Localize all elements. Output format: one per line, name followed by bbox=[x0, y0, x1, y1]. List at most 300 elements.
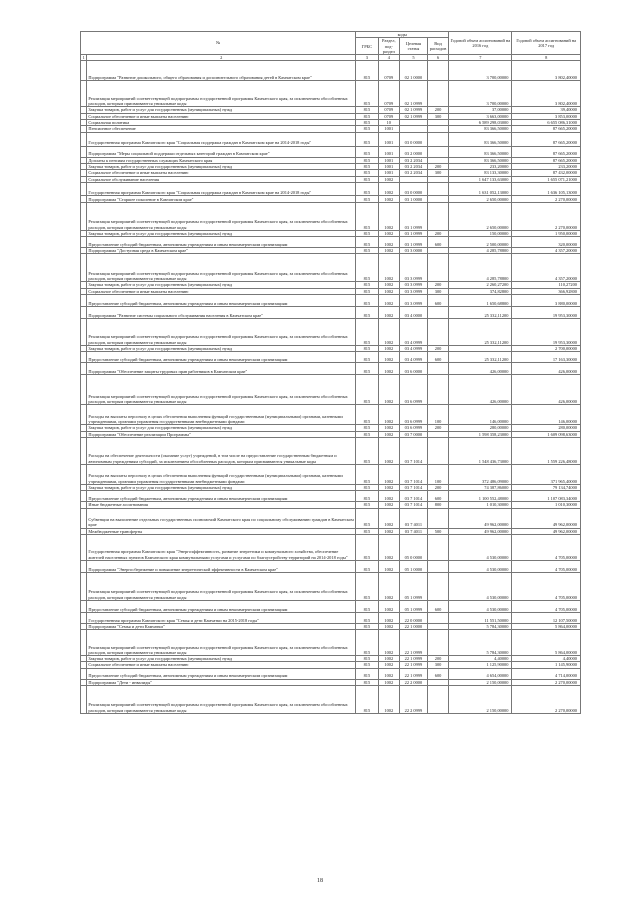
row-amount-2016: 1 598 358,23000 bbox=[449, 431, 512, 437]
row-amount-2017: 1 010,30000 bbox=[512, 502, 581, 508]
table-row bbox=[81, 307, 581, 319]
header-number: № bbox=[81, 32, 356, 55]
row-amount-2016: 372 486,09000 bbox=[449, 464, 512, 484]
row-grbs: 815 bbox=[356, 282, 378, 288]
row-target-article: 03 4 0000 bbox=[400, 307, 428, 319]
row-amount-2017: 4 705,00000 bbox=[512, 572, 581, 600]
header-expense-type: Вид расходов bbox=[427, 38, 448, 55]
row-target-article: 02 1 0999 bbox=[400, 81, 428, 107]
row-target-article: 22 0 0000 bbox=[400, 612, 428, 623]
table-row bbox=[81, 560, 581, 572]
row-grbs: 815 bbox=[356, 230, 378, 236]
row-grbs: 815 bbox=[356, 295, 378, 307]
row-amount-2016: 4 530,00000 bbox=[449, 534, 512, 560]
table-row bbox=[81, 668, 581, 679]
row-amount-2016: 4 530,00000 bbox=[449, 560, 512, 572]
row-amount-2017: 1 107 083,34000 bbox=[512, 491, 581, 502]
row-amount-2017: 3 802,40000 bbox=[512, 61, 581, 81]
row-amount-2017: 2 270,00000 bbox=[512, 202, 581, 230]
row-amount-2016: 3 700,00000 bbox=[449, 61, 512, 81]
row-amount-2017: 4 705,00000 bbox=[512, 560, 581, 572]
row-expense-type bbox=[427, 612, 448, 623]
row-razdel: 1002 bbox=[378, 230, 399, 236]
row-name: Закупка товаров, работ и услуг для государственных (муниципальных) нужд bbox=[87, 346, 356, 352]
row-grbs: 815 bbox=[356, 113, 378, 119]
row-expense-type bbox=[427, 307, 448, 319]
row-name: Пенсионное обеспечение bbox=[87, 126, 356, 132]
row-target-article: 03 7 1014 bbox=[400, 464, 428, 484]
row-razdel: 1002 bbox=[378, 375, 399, 405]
row-amount-2016: 4 285,78800 bbox=[449, 248, 512, 254]
row-target-article: 05 1 0000 bbox=[400, 560, 428, 572]
row-name: Предоставление субсидий бюджетным, автономным учреждениям и иным некоммерческим организациям bbox=[87, 491, 356, 502]
row-amount-2017: 12 107,50000 bbox=[512, 612, 581, 623]
row-razdel: 1001 bbox=[378, 126, 399, 132]
row-name: Закупка товаров, работ и услуг для государственных (муниципальных) нужд bbox=[87, 656, 356, 662]
row-name: Доплаты к пенсиям государственных служащих Камчатского края bbox=[87, 157, 356, 163]
row-razdel: 1002 bbox=[378, 508, 399, 528]
row-amount-2017: 87 665,20000 bbox=[512, 146, 581, 157]
row-amount-2016: 25 332,11200 bbox=[449, 307, 512, 319]
row-grbs: 815 bbox=[356, 662, 378, 668]
row-expense-type bbox=[427, 508, 448, 528]
row-target-article: 03 7 4011 bbox=[400, 508, 428, 528]
row-amount-2017: 1 636 105,13000 bbox=[512, 182, 581, 195]
row-amount-2016: 83 366,50000 bbox=[449, 126, 512, 132]
row-grbs: 815 bbox=[356, 560, 378, 572]
row-razdel: 1002 bbox=[378, 612, 399, 623]
row-grbs: 815 bbox=[356, 176, 378, 182]
row-razdel: 0709 bbox=[378, 81, 399, 107]
row-amount-2017: 4 357,20000 bbox=[512, 248, 581, 254]
table-row bbox=[81, 237, 581, 248]
row-target-article: 03 3 0999 bbox=[400, 254, 428, 282]
row-amount-2016: 5 784,30000 bbox=[449, 623, 512, 629]
row-name: Закупка товаров, работ и услуг для государственных (муниципальных) нужд bbox=[87, 163, 356, 169]
table-row bbox=[81, 81, 581, 107]
row-expense-type bbox=[427, 182, 448, 195]
row-razdel: 1002 bbox=[378, 560, 399, 572]
row-expense-type: 300 bbox=[427, 288, 448, 294]
row-amount-2017: 4 357,20000 bbox=[512, 254, 581, 282]
row-razdel: 1002 bbox=[378, 363, 399, 375]
row-name: Социальное обеспечение и иные выплаты населению bbox=[87, 170, 356, 176]
row-grbs: 815 bbox=[356, 363, 378, 375]
row-target-article: 02 1 0999 bbox=[400, 113, 428, 119]
column-index-cell: 4 bbox=[378, 55, 399, 61]
row-amount-2017: 2 700,00000 bbox=[512, 346, 581, 352]
row-razdel: 1001 bbox=[378, 163, 399, 169]
column-index-cell: 7 bbox=[449, 55, 512, 61]
header-grbs: ГРБС bbox=[356, 38, 378, 55]
row-target-article: 22 1 0999 bbox=[400, 668, 428, 679]
row-name: Закупка товаров, работ и услуг для государственных (муниципальных) нужд bbox=[87, 282, 356, 288]
row-name: Государственная программа Камчатского края "Социальная поддержка граждан в Камчатском крае на 2014-2018 годы" bbox=[87, 182, 356, 195]
row-amount-2016: 1 548 436,73000 bbox=[449, 437, 512, 464]
row-expense-type bbox=[427, 534, 448, 560]
row-amount-2017: 1 950,00000 bbox=[512, 230, 581, 236]
row-amount-2016: 3 663,00000 bbox=[449, 113, 512, 119]
row-name: Подпрограмма "Энергосбережение и повышение энергетической эффективности в Камчатском крае" bbox=[87, 560, 356, 572]
table-row bbox=[81, 295, 581, 307]
row-expense-type: 200 bbox=[427, 282, 448, 288]
row-grbs: 815 bbox=[356, 528, 378, 534]
row-name: Предоставление субсидий бюджетным, автономным учреждениям и иным некоммерческим организациям bbox=[87, 237, 356, 248]
row-amount-2017: 39,40000 bbox=[512, 107, 581, 113]
row-razdel: 1002 bbox=[378, 572, 399, 600]
row-grbs: 815 bbox=[356, 307, 378, 319]
table-row bbox=[81, 202, 581, 230]
row-amount-2017: 1 559 226,48000 bbox=[512, 437, 581, 464]
row-amount-2017: 3 880,00000 bbox=[512, 295, 581, 307]
row-amount-2017: 17 163,30000 bbox=[512, 352, 581, 363]
row-grbs: 815 bbox=[356, 352, 378, 363]
header-2017: Годовой объем ассигнований на 2017 год bbox=[512, 32, 581, 55]
row-expense-type bbox=[427, 195, 448, 202]
column-index-cell: 1 bbox=[81, 55, 87, 61]
row-name: Социальная политика bbox=[87, 120, 356, 126]
row-expense-type: 600 bbox=[427, 600, 448, 612]
row-expense-type bbox=[427, 375, 448, 405]
row-target-article: 03 0 0000 bbox=[400, 132, 428, 146]
row-name: Подпрограмма "Семья и дети Камчатки" bbox=[87, 623, 356, 629]
row-amount-2016: 1 631 052,13000 bbox=[449, 182, 512, 195]
row-expense-type: 200 bbox=[427, 346, 448, 352]
row-name: Государственная программа Камчатского края "Социальная поддержка граждан в Камчатском крае на 2014-2018 годы" bbox=[87, 132, 356, 146]
row-target-article: 03 2 2034 bbox=[400, 157, 428, 163]
row-amount-2016: 37,00000 bbox=[449, 107, 512, 113]
row-amount-2016: 49 962,00000 bbox=[449, 508, 512, 528]
table-row bbox=[81, 534, 581, 560]
row-name: Подпрограмма "Обеспечение защиты трудовых прав работников в Камчатском крае" bbox=[87, 363, 356, 375]
row-amount-2017: 4,40000 bbox=[512, 656, 581, 662]
row-razdel: 1002 bbox=[378, 307, 399, 319]
row-name: Реализация мероприятий соответствующей подпрограммы государственной программы Камчатского края, за исключением обособленных расходов, которым присваиваются уникальные коды bbox=[87, 319, 356, 346]
row-expense-type bbox=[427, 81, 448, 107]
row-grbs: 815 bbox=[356, 502, 378, 508]
row-razdel: 1002 bbox=[378, 534, 399, 560]
row-amount-2017: 146,00000 bbox=[512, 405, 581, 425]
row-razdel: 1002 bbox=[378, 623, 399, 629]
row-amount-2017: 1 145,90000 bbox=[512, 662, 581, 668]
row-expense-type bbox=[427, 132, 448, 146]
row-grbs: 815 bbox=[356, 182, 378, 195]
row-grbs: 815 bbox=[356, 600, 378, 612]
row-expense-type: 200 bbox=[427, 484, 448, 490]
row-grbs: 815 bbox=[356, 120, 378, 126]
table-row bbox=[81, 182, 581, 195]
row-amount-2017: 4 714,00000 bbox=[512, 668, 581, 679]
row-target-article: 22 1 0000 bbox=[400, 623, 428, 629]
row-amount-2016: 426,00000 bbox=[449, 363, 512, 375]
row-target-article: 03 4 0999 bbox=[400, 319, 428, 346]
row-razdel: 1002 bbox=[378, 431, 399, 437]
row-name: Расходы на выплаты персоналу в целях обеспечения выполнения функций государственными (муниципальными) органами, казенными учреждениями, органами управления государственными внебюджетными фондами bbox=[87, 464, 356, 484]
row-name: Реализация мероприятий соответствующей подпрограммы государственной программы Камчатского края, за исключением обособленных расходов, которым присваиваются уникальные коды bbox=[87, 375, 356, 405]
table-row bbox=[81, 630, 581, 656]
row-razdel: 1002 bbox=[378, 182, 399, 195]
column-index-cell: 8 bbox=[512, 55, 581, 61]
row-expense-type bbox=[427, 572, 448, 600]
row-amount-2016: 1 010,30000 bbox=[449, 502, 512, 508]
row-amount-2016: 1 650,68800 bbox=[449, 295, 512, 307]
table-row bbox=[81, 437, 581, 464]
row-amount-2016: 83 366,50000 bbox=[449, 157, 512, 163]
table-row bbox=[81, 405, 581, 425]
row-name: Реализация мероприятий соответствующей подпрограммы государственной программы Камчатского края, за исключением обособленных расходов, которым присваиваются уникальные коды bbox=[87, 630, 356, 656]
row-amount-2016: 280,00000 bbox=[449, 425, 512, 431]
row-grbs: 815 bbox=[356, 81, 378, 107]
row-razdel: 1002 bbox=[378, 502, 399, 508]
row-name: Подпрограмма "Обеспечение реализации Программы" bbox=[87, 431, 356, 437]
row-amount-2017: 87 665,20000 bbox=[512, 157, 581, 163]
row-name: Субвенции на выполнение отдельных государственных полномочий Камчатского края по социальному обслуживанию граждан в Камчатском крае bbox=[87, 508, 356, 528]
row-amount-2017: 1 655 071,21000 bbox=[512, 176, 581, 182]
row-amount-2017: 5 864,00000 bbox=[512, 623, 581, 629]
row-name: Подпрограмма "Развитие системы социального обслуживания населения в Камчатском крае" bbox=[87, 307, 356, 319]
row-grbs: 815 bbox=[356, 375, 378, 405]
row-amount-2016: 49 962,00000 bbox=[449, 528, 512, 534]
row-grbs: 815 bbox=[356, 508, 378, 528]
row-amount-2016: 150,00000 bbox=[449, 230, 512, 236]
row-amount-2016: 374,82800 bbox=[449, 288, 512, 294]
budget-table bbox=[80, 31, 581, 714]
header-razdel: Раздел, под-раздел bbox=[378, 38, 399, 55]
row-amount-2016: 4,40000 bbox=[449, 656, 512, 662]
row-name: Реализация мероприятий соответствующей подпрограммы государственной программы Камчатского края, за исключением обособленных расходов, которым присваиваются уникальные коды bbox=[87, 572, 356, 600]
row-name: Реализация мероприятий соответствующей подпрограммы государственной программы Камчатского края, за исключением обособленных расходов, которым присваиваются уникальные коды bbox=[87, 81, 356, 107]
row-amount-2016: 4 285,78800 bbox=[449, 254, 512, 282]
row-grbs: 815 bbox=[356, 195, 378, 202]
row-name: Социальное обеспечение и иные выплаты населению bbox=[87, 113, 356, 119]
table-body bbox=[81, 61, 581, 714]
table-row bbox=[81, 375, 581, 405]
row-target-article: 03 2 2034 bbox=[400, 170, 428, 176]
table-row bbox=[81, 363, 581, 375]
row-razdel: 1002 bbox=[378, 600, 399, 612]
row-amount-2016: 426,00000 bbox=[449, 375, 512, 405]
table-row bbox=[81, 686, 581, 714]
row-grbs: 815 bbox=[356, 61, 378, 81]
table-header bbox=[81, 32, 581, 61]
row-amount-2017: 2 270,00000 bbox=[512, 679, 581, 685]
row-target-article: 03 3 0999 bbox=[400, 288, 428, 294]
row-razdel: 0709 bbox=[378, 107, 399, 113]
row-expense-type: 600 bbox=[427, 491, 448, 502]
row-target-article: 22 1 0999 bbox=[400, 656, 428, 662]
row-expense-type bbox=[427, 254, 448, 282]
row-name: Предоставление субсидий бюджетным, автономным учреждениям и иным некоммерческим организациям bbox=[87, 295, 356, 307]
row-expense-type: 100 bbox=[427, 405, 448, 425]
row-amount-2017: 233,20000 bbox=[512, 163, 581, 169]
row-grbs: 815 bbox=[356, 319, 378, 346]
row-name: Реализация мероприятий соответствующей подпрограммы государственной программы Камчатского края, за исключением обособленных расходов, которым присваиваются уникальные коды bbox=[87, 254, 356, 282]
table-row bbox=[81, 319, 581, 346]
row-name: Предоставление субсидий бюджетным, автономным учреждениям и иным некоммерческим организациям bbox=[87, 668, 356, 679]
row-expense-type: 500 bbox=[427, 528, 448, 534]
row-grbs: 815 bbox=[356, 346, 378, 352]
table-row bbox=[81, 195, 581, 202]
row-razdel: 1002 bbox=[378, 528, 399, 534]
row-razdel: 1002 bbox=[378, 491, 399, 502]
row-expense-type bbox=[427, 630, 448, 656]
row-target-article: 03 6 0000 bbox=[400, 363, 428, 375]
row-grbs: 815 bbox=[356, 126, 378, 132]
row-amount-2016: 1 100 552,48000 bbox=[449, 491, 512, 502]
row-target-article: 03 3 0999 bbox=[400, 282, 428, 288]
row-name: Подпрограмма "Старшее поколение в Камчатском крае" bbox=[87, 195, 356, 202]
row-name: Социальное обеспечение и иные выплаты населению bbox=[87, 662, 356, 668]
row-amount-2017: 87 665,20000 bbox=[512, 132, 581, 146]
row-razdel: 1002 bbox=[378, 282, 399, 288]
row-amount-2017: 371 965,40000 bbox=[512, 464, 581, 484]
row-razdel: 1002 bbox=[378, 437, 399, 464]
row-target-article: 03 3 0000 bbox=[400, 248, 428, 254]
row-razdel: 1002 bbox=[378, 425, 399, 431]
row-razdel: 10 bbox=[378, 120, 399, 126]
row-amount-2017: 426,00000 bbox=[512, 363, 581, 375]
row-razdel: 1002 bbox=[378, 346, 399, 352]
row-grbs: 815 bbox=[356, 612, 378, 623]
row-amount-2017: 19 953,30000 bbox=[512, 319, 581, 346]
row-grbs: 815 bbox=[356, 248, 378, 254]
row-amount-2016: 4 530,00000 bbox=[449, 572, 512, 600]
row-name: Реализация мероприятий соответствующей подпрограммы государственной программы Камчатского края, за исключением обособленных расходов, которым присваиваются уникальные коды bbox=[87, 202, 356, 230]
table-row bbox=[81, 254, 581, 282]
row-target-article: 03 7 1014 bbox=[400, 491, 428, 502]
row-razdel: 1002 bbox=[378, 319, 399, 346]
row-expense-type: 300 bbox=[427, 170, 448, 176]
row-amount-2017: 5 864,00000 bbox=[512, 630, 581, 656]
row-razdel: 1002 bbox=[378, 679, 399, 685]
row-amount-2017: 280,00000 bbox=[512, 425, 581, 431]
row-target-article: 03 1 0000 bbox=[400, 195, 428, 202]
row-razdel: 1002 bbox=[378, 195, 399, 202]
row-razdel: 1002 bbox=[378, 288, 399, 294]
column-index-cell: 3 bbox=[356, 55, 378, 61]
row-amount-2017: 4 705,00000 bbox=[512, 534, 581, 560]
table-row bbox=[81, 61, 581, 81]
row-name: Подпрограмма "Дети - инвалиды" bbox=[87, 679, 356, 685]
row-razdel: 1001 bbox=[378, 157, 399, 163]
row-grbs: 815 bbox=[356, 572, 378, 600]
row-razdel: 1002 bbox=[378, 662, 399, 668]
row-target-article: 03 7 1014 bbox=[400, 484, 428, 490]
row-name: Межбюджетные трансферты bbox=[87, 528, 356, 534]
row-name: Реализация мероприятий соответствующей подпрограммы государственной программы Камчатского края, за исключением обособленных расходов, которым присваиваются уникальные коды bbox=[87, 686, 356, 714]
row-grbs: 815 bbox=[356, 170, 378, 176]
row-expense-type: 600 bbox=[427, 352, 448, 363]
row-grbs: 815 bbox=[356, 484, 378, 490]
row-target-article: 03 0 0000 bbox=[400, 182, 428, 195]
row-razdel: 1001 bbox=[378, 170, 399, 176]
table-row bbox=[81, 491, 581, 502]
row-name: Государственная программа Камчатского края "Семья и дети Камчатки на 2015-2018 годы" bbox=[87, 612, 356, 623]
row-razdel: 1002 bbox=[378, 254, 399, 282]
row-target-article: 03 6 0999 bbox=[400, 375, 428, 405]
row-name: Предоставление субсидий бюджетным, автономным учреждениям и иным некоммерческим организациям bbox=[87, 600, 356, 612]
row-target-article: 03 6 0999 bbox=[400, 405, 428, 425]
row-grbs: 815 bbox=[356, 437, 378, 464]
column-index-cell: 6 bbox=[427, 55, 448, 61]
row-amount-2016: 25 332,11200 bbox=[449, 319, 512, 346]
row-razdel: 1002 bbox=[378, 686, 399, 714]
row-target-article: 03 3 0999 bbox=[400, 295, 428, 307]
row-grbs: 815 bbox=[356, 491, 378, 502]
row-amount-2017: 2 270,00000 bbox=[512, 686, 581, 714]
row-expense-type: 200 bbox=[427, 425, 448, 431]
row-target-article: 03 7 0000 bbox=[400, 431, 428, 437]
row-amount-2016: 1 647 133,63000 bbox=[449, 176, 512, 182]
row-amount-2017: 49 962,00000 bbox=[512, 528, 581, 534]
row-amount-2016: 3 700,00000 bbox=[449, 81, 512, 107]
row-target-article: 02 1 0999 bbox=[400, 107, 428, 113]
row-razdel: 1002 bbox=[378, 464, 399, 484]
row-expense-type: 300 bbox=[427, 113, 448, 119]
row-name: Подпрограмма "Развитие дошкольного, общего образования и дополнительного образования детей в Камчатском крае" bbox=[87, 61, 356, 81]
row-amount-2016: 83 133,30000 bbox=[449, 170, 512, 176]
row-amount-2017: 366,92800 bbox=[512, 288, 581, 294]
row-amount-2017: 87 432,00000 bbox=[512, 170, 581, 176]
row-target-article: 22 2 0999 bbox=[400, 686, 428, 714]
row-name: Социальное обслуживание населения bbox=[87, 176, 356, 182]
row-amount-2017: 4 705,00000 bbox=[512, 600, 581, 612]
row-amount-2016: 146,00000 bbox=[449, 405, 512, 425]
row-expense-type: 200 bbox=[427, 656, 448, 662]
row-grbs: 815 bbox=[356, 623, 378, 629]
row-target-article: 03 4 0999 bbox=[400, 346, 428, 352]
row-target-article: 05 0 0000 bbox=[400, 534, 428, 560]
row-grbs: 815 bbox=[356, 431, 378, 437]
row-name: Закупка товаров, работ и услуг для государственных (муниципальных) нужд bbox=[87, 230, 356, 236]
row-target-article: 05 1 0999 bbox=[400, 600, 428, 612]
row-grbs: 815 bbox=[356, 146, 378, 157]
row-expense-type: 600 bbox=[427, 668, 448, 679]
row-target-article: 03 4 0999 bbox=[400, 352, 428, 363]
row-grbs: 815 bbox=[356, 157, 378, 163]
column-index-cell: 5 bbox=[400, 55, 428, 61]
row-grbs: 815 bbox=[356, 107, 378, 113]
row-amount-2017: 3 853,00000 bbox=[512, 113, 581, 119]
row-amount-2016: 2 650,00000 bbox=[449, 202, 512, 230]
row-expense-type bbox=[427, 146, 448, 157]
row-name: Государственная программа Камчатского края "Энергоэффективность, развитие энергетики и коммунального хозяйства, обеспечение жителей населенных пунктов Камчатского края коммунальными услугами и услугами по благоустройству территорий на 2014-2018 годы" bbox=[87, 534, 356, 560]
row-amount-2017: 2 270,00000 bbox=[512, 195, 581, 202]
row-expense-type bbox=[427, 61, 448, 81]
row-grbs: 815 bbox=[356, 668, 378, 679]
row-target-article: 03 7 1014 bbox=[400, 437, 428, 464]
row-name: Закупка товаров, работ и услуг для государственных (муниципальных) нужд bbox=[87, 107, 356, 113]
row-expense-type bbox=[427, 437, 448, 464]
row-amount-2016: 4 654,00000 bbox=[449, 668, 512, 679]
row-razdel: 1002 bbox=[378, 656, 399, 662]
row-amount-2016: 11 551,50000 bbox=[449, 612, 512, 623]
row-target-article: 03 2 2034 bbox=[400, 163, 428, 169]
row-name: Предоставление субсидий бюджетным, автономным учреждениям и иным некоммерческим организациям bbox=[87, 352, 356, 363]
row-expense-type bbox=[427, 202, 448, 230]
row-razdel: 1001 bbox=[378, 132, 399, 146]
row-grbs: 815 bbox=[356, 630, 378, 656]
row-razdel: 1002 bbox=[378, 202, 399, 230]
row-amount-2016: 6 589 298,03000 bbox=[449, 120, 512, 126]
row-razdel: 1002 bbox=[378, 248, 399, 254]
row-amount-2016: 1 125,90000 bbox=[449, 662, 512, 668]
row-razdel: 1002 bbox=[378, 668, 399, 679]
row-target-article: 03 2 0000 bbox=[400, 146, 428, 157]
row-amount-2016: 2 150,00000 bbox=[449, 679, 512, 685]
row-razdel: 1002 bbox=[378, 295, 399, 307]
row-grbs: 815 bbox=[356, 679, 378, 685]
